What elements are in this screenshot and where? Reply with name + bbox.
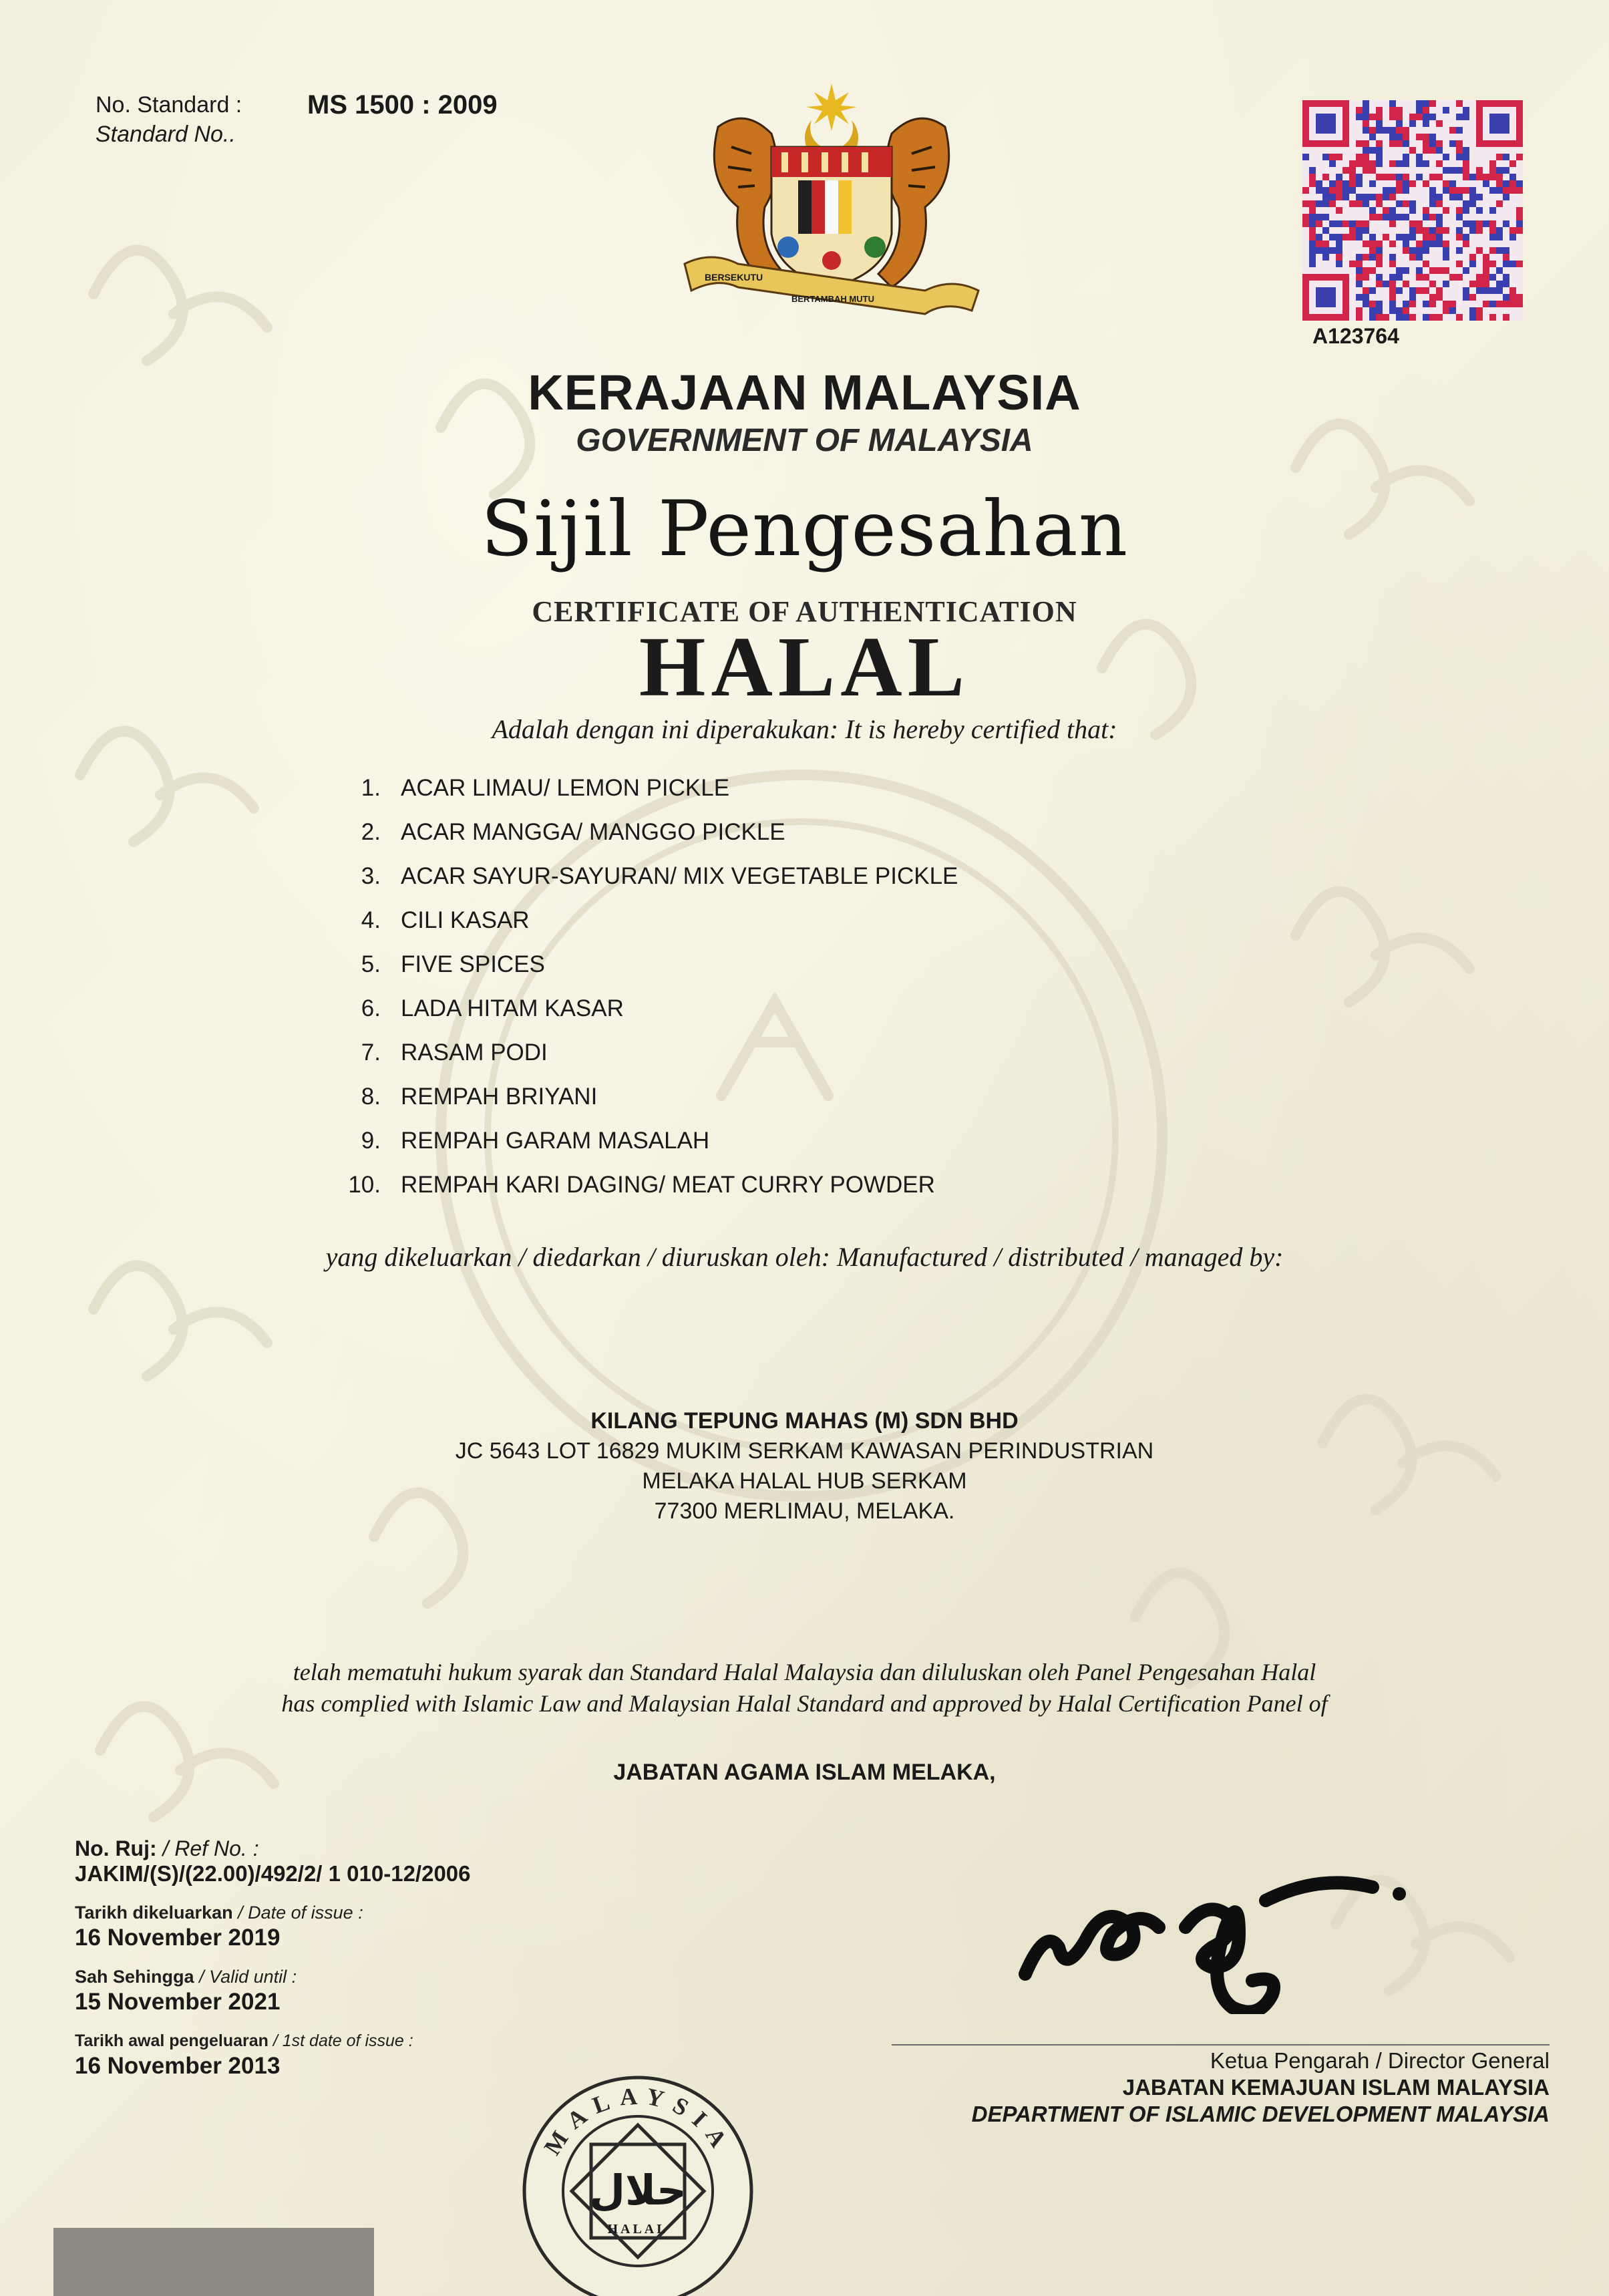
certifying-authority: JABATAN AGAMA ISLAM MELAKA,	[613, 1760, 996, 1785]
item-name: LADA HITAM KASAR	[401, 995, 624, 1021]
certificate-title-en: CERTIFICATE OF AUTHENTICATION	[532, 595, 1077, 628]
item-name: ACAR LIMAU/ LEMON PICKLE	[401, 775, 730, 801]
company-address-line: MELAKA HALAL HUB SERKAM	[642, 1468, 967, 1494]
item-name: RASAM PODI	[401, 1039, 548, 1065]
item-number: 8.	[361, 1084, 381, 1110]
malaysia-halal-logo-icon	[514, 2068, 761, 2296]
issue-label-en: / Date of issue :	[238, 1903, 363, 1923]
item-name: REMPAH BRIYANI	[401, 1084, 598, 1110]
item-name: REMPAH GARAM MASALAH	[401, 1128, 710, 1154]
company-address-line: 77300 MERLIMAU, MELAKA.	[654, 1498, 955, 1524]
halal-logo-ring-text: MALAYSIA	[538, 2082, 737, 2160]
ref-label-en: / Ref No. :	[162, 1836, 259, 1860]
signatory-department-en: DEPARTMENT OF ISLAMIC DEVELOPMENT MALAYSIA	[971, 2102, 1550, 2126]
qr-code-icon	[1302, 100, 1523, 321]
ref-number-value: JAKIM/(S)/(22.00)/492/2/ 1 010-12/2006	[75, 1861, 471, 1886]
item-number: 9.	[361, 1128, 381, 1154]
halal-logo-caption: HALAL	[607, 2222, 669, 2237]
crest-motto-right: BERTAMBAH MUTU	[791, 294, 874, 304]
item-name: ACAR MANGGA/ MANGGO PICKLE	[401, 819, 785, 845]
crest-motto-left: BERSEKUTU	[705, 272, 763, 283]
malaysia-coat-of-arms-icon	[678, 80, 985, 327]
company-name: KILANG TEPUNG MAHAS (M) SDN BHD	[590, 1408, 1019, 1434]
signatory-title: Ketua Pengarah / Director General	[1210, 2048, 1550, 2073]
scan-edge-bar	[53, 2228, 374, 2296]
company-block	[0, 1406, 1609, 1526]
product-list	[321, 775, 958, 1216]
standard-label-ms: No. Standard :	[96, 92, 242, 118]
ref-number-label	[75, 1836, 471, 1861]
signatory-block	[801, 2047, 1550, 2128]
list-item	[321, 863, 958, 907]
standard-number-label	[96, 90, 242, 149]
issue-date-value: 16 November 2019	[75, 1925, 281, 1951]
halal-title: HALAL	[639, 619, 970, 714]
government-title-ms: KERAJAAN MALAYSIA	[528, 365, 1081, 420]
list-item	[321, 775, 958, 819]
certificate-title-ms: Sijil Pengesahan	[480, 484, 1129, 573]
list-item	[321, 907, 958, 951]
signature-line	[892, 2044, 1550, 2045]
manufacturer-byline: yang dikeluarkan / diedarkan / diuruskan oleh: Manufactured / distributed / managed by:	[325, 1242, 1284, 1272]
first-issue-label-ms: Tarikh awal pengeluaran	[75, 2031, 269, 2050]
valid-label-en: / Valid until :	[199, 1967, 297, 1987]
item-number: 10.	[348, 1172, 381, 1198]
reference-block	[75, 1836, 471, 2079]
government-title-en: GOVERNMENT OF MALAYSIA	[576, 423, 1033, 458]
first-issue-value: 16 November 2013	[75, 2053, 281, 2079]
standard-label-en: Standard No..	[96, 122, 236, 147]
item-number: 2.	[361, 819, 381, 845]
list-item	[321, 1039, 958, 1084]
compliance-line-en: has complied with Islamic Law and Malaysian Halal Standard and approved by Halal Certification Panel of	[281, 1690, 1328, 1717]
first-issue-label-en: / 1st date of issue :	[273, 2031, 413, 2050]
company-address-line: JC 5643 LOT 16829 MUKIM SERKAM KAWASAN PERINDUSTRIAN	[455, 1438, 1154, 1464]
valid-until-label	[75, 1964, 471, 1989]
item-number: 5.	[361, 951, 381, 977]
item-name: ACAR SAYUR-SAYURAN/ MIX VEGETABLE PICKLE	[401, 863, 958, 889]
signature-icon	[1012, 1840, 1426, 2014]
item-number: 3.	[361, 863, 381, 889]
list-item	[321, 951, 958, 995]
list-item	[321, 1128, 958, 1172]
item-name: FIVE SPICES	[401, 951, 545, 977]
item-number: 6.	[361, 995, 381, 1021]
compliance-statement	[0, 1657, 1609, 1719]
item-name: REMPAH KARI DAGING/ MEAT CURRY POWDER	[401, 1172, 935, 1198]
list-item	[321, 1084, 958, 1128]
valid-label-ms: Sah Sehingga	[75, 1967, 194, 1987]
ref-label-ms: No. Ruj:	[75, 1836, 157, 1860]
list-item	[321, 819, 958, 863]
halal-logo-arabic: حلال	[589, 2166, 687, 2215]
valid-until-value: 15 November 2021	[75, 1989, 281, 2015]
item-number: 1.	[361, 775, 381, 801]
list-item	[321, 1172, 958, 1216]
certificate-serial-number: A123764	[1312, 324, 1399, 348]
item-number: 7.	[361, 1039, 381, 1065]
signatory-department-ms: JABATAN KEMAJUAN ISLAM MALAYSIA	[1122, 2075, 1550, 2100]
item-number: 4.	[361, 907, 381, 933]
item-name: CILI KASAR	[401, 907, 530, 933]
issue-date-label	[75, 1900, 471, 1925]
list-item	[321, 995, 958, 1039]
issue-label-ms: Tarikh dikeluarkan	[75, 1903, 233, 1923]
certification-intro: Adalah dengan ini diperakukan: It is hereby certified that:	[492, 714, 1117, 744]
standard-number-value: MS 1500 : 2009	[307, 90, 498, 120]
first-issue-label	[75, 2028, 471, 2054]
compliance-line-ms: telah mematuhi hukum syarak dan Standard Halal Malaysia dan diluluskan oleh Panel Pengesahan Halal	[293, 1659, 1316, 1685]
